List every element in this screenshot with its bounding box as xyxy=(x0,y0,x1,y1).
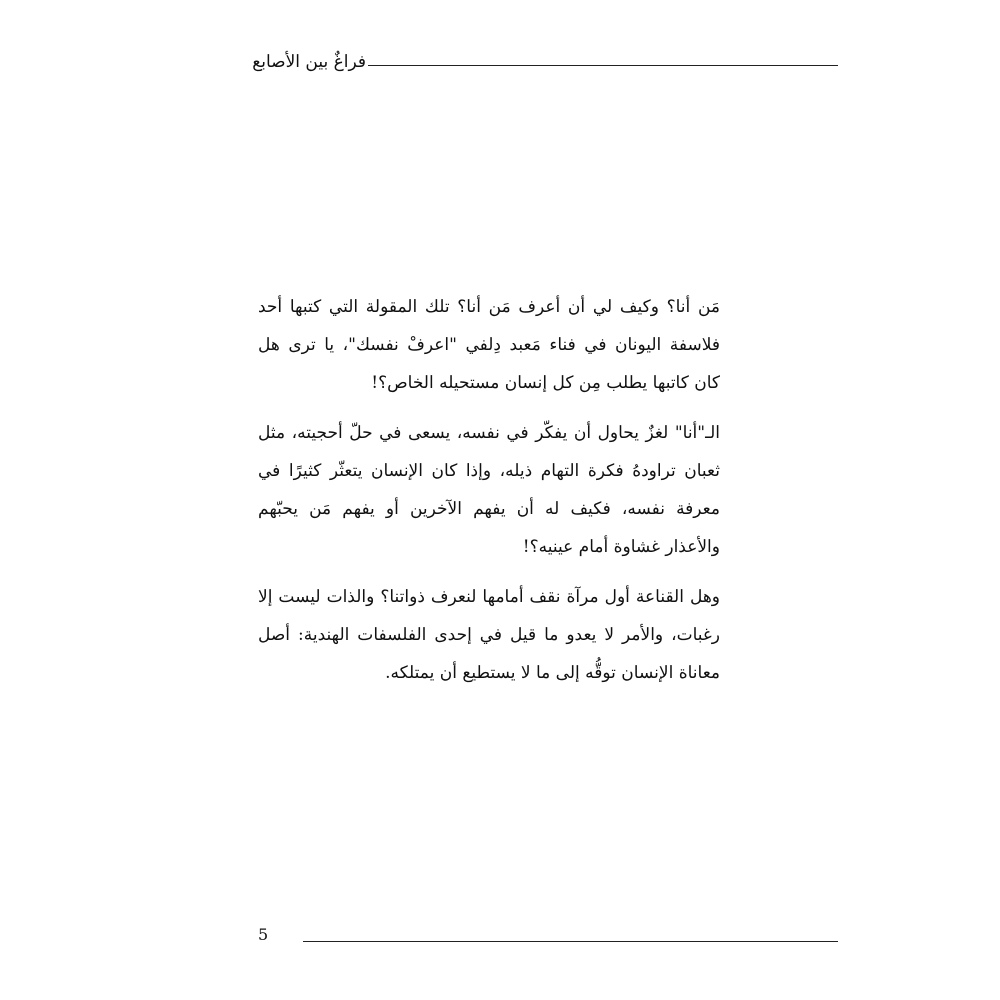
header-rule xyxy=(368,65,838,66)
paragraph-3: وهل القناعة أول مرآة نقف أمامها لنعرف ذواتنا؟ والذات ليست إلا رغبات، والأمر لا يعدو ما قيل في إحدى الفلسفات الهندية: أصل معاناة الإنسان توقُّه إلى ما لا يستطيع أن يمتلكه. xyxy=(258,587,720,683)
footer-rule xyxy=(303,941,838,942)
running-header xyxy=(252,50,838,80)
header-title: فراغٌ بين الأصابع xyxy=(252,52,366,72)
body-text xyxy=(258,288,720,704)
page-footer xyxy=(258,925,838,955)
page-number: 5 xyxy=(258,925,269,944)
paragraph-2: الـ"أنا" لغزٌ يحاول أن يفكّر في نفسه، يسعى في حلّ أحجيته، مثل ثعبان تراودهُ فكرة التهام ذيله، وإذا كان الإنسان يتعثّر كثيرًا في معرفة نفسه، فكيف له أن يفهم الآخرين أو يفهم مَن يحبّهم والأعذار غشاوة أمام عينيه؟! xyxy=(258,423,720,557)
paragraph-1: مَن أنا؟ وكيف لي أن أعرف مَن أنا؟ تلك المقولة التي كتبها أحد فلاسفة اليونان في فناء مَعبد دِلفي "اعرفْ نفسك"، يا ترى هل كان كاتبها يطلب مِن كل إنسان مستحيله الخاص؟! xyxy=(258,297,720,393)
